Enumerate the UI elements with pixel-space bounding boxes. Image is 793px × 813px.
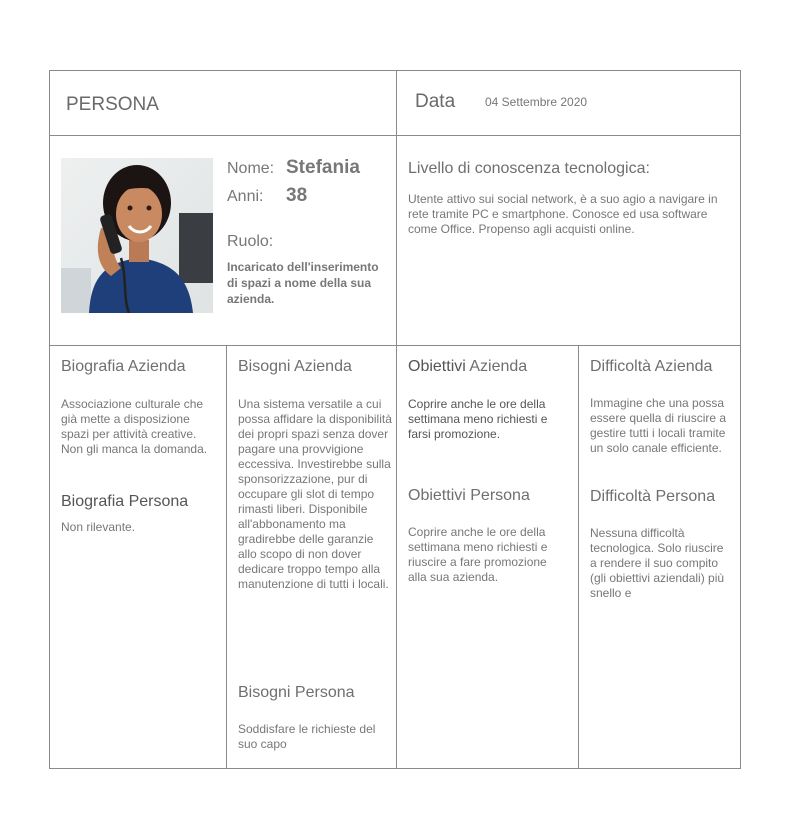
age-value: 38 <box>286 185 308 206</box>
difficolta-persona-title: Difficoltà Persona <box>590 488 716 505</box>
page-title: PERSONA <box>66 94 159 115</box>
obiettivi-azienda-title-part1: Obiettivi <box>408 358 466 375</box>
obiettivi-persona-title: Obiettivi Persona <box>408 487 530 504</box>
bisogni-azienda-title: Bisogni Azienda <box>238 358 352 375</box>
name-label: Nome: <box>227 160 275 177</box>
biografia-persona-title: Biografia Persona <box>61 493 189 510</box>
role-label: Ruolo: <box>227 233 274 250</box>
divider-header-horizontal <box>49 135 741 136</box>
tech-knowledge-title: Livello di conoscenza tecnologica: <box>408 160 650 177</box>
bisogni-persona-title: Bisogni Persona <box>238 684 355 701</box>
bisogni-azienda-text: Una sistema versatile a cui possa affidare la disponibilità dei propri spazi senza dover pagare una provvigione eccessiva. Investirebbe sulla sponsorizzazione, pur di occupare gli slot di tempo rimasti liberi. Disponibile all'abbonamento ma gradirebbe delle garanzie allo scopo di non dover dedicare troppo tempo alla manutenzione di tutti i locali. <box>238 397 392 591</box>
difficolta-azienda-text: Immagine che una possa essere quella di riuscire a gestire tutti i locali tramite un solo canale efficiente. <box>590 396 727 455</box>
bisogni-persona-text: Soddisfare le richieste del suo capo <box>238 722 376 751</box>
divider-middle-horizontal <box>49 345 741 346</box>
divider-col-1 <box>226 345 227 769</box>
persona-photo <box>61 158 213 313</box>
divider-header-vertical <box>396 70 397 346</box>
difficolta-persona-text: Nessuna difficoltà tecnologica. Solo riuscire a rendere il suo compito (gli obiettivi aziendali) più snello e <box>590 526 725 600</box>
tech-knowledge-text: Utente attivo sui social network, è a suo agio a navigare in rete tramite PC e smartphone. Conosce ed usa software come Office. Propenso agli acquisti online. <box>408 192 718 236</box>
divider-col-3 <box>578 345 579 769</box>
divider-col-2 <box>396 345 397 769</box>
obiettivi-azienda-title <box>408 358 527 376</box>
obiettivi-azienda-text: Coprire anche le ore della settimana meno richiesti e farsi promozione. <box>408 397 548 441</box>
woman-on-phone-icon <box>61 158 213 313</box>
biografia-azienda-text: Associazione culturale che già mette a disposizione spazi per attività creative. Non gli manca la domanda. <box>61 397 208 456</box>
role-value: Incaricato dell'inserimento di spazi a nome della sua azienda. <box>227 260 379 306</box>
biografia-persona-text: Non rilevante. <box>61 520 136 534</box>
date-label: Data <box>415 91 456 112</box>
date-value: 04 Settembre 2020 <box>485 95 588 109</box>
difficolta-azienda-title: Difficoltà Azienda <box>590 358 713 375</box>
obiettivi-persona-text: Coprire anche le ore della settimana meno richiesti e riuscire a fare promozione alla sua azienda. <box>408 525 548 584</box>
obiettivi-azienda-title-part2: Azienda <box>465 358 528 375</box>
age-label: Anni: <box>227 188 264 205</box>
name-value: Stefania <box>286 157 360 178</box>
biografia-azienda-title: Biografia Azienda <box>61 358 186 375</box>
